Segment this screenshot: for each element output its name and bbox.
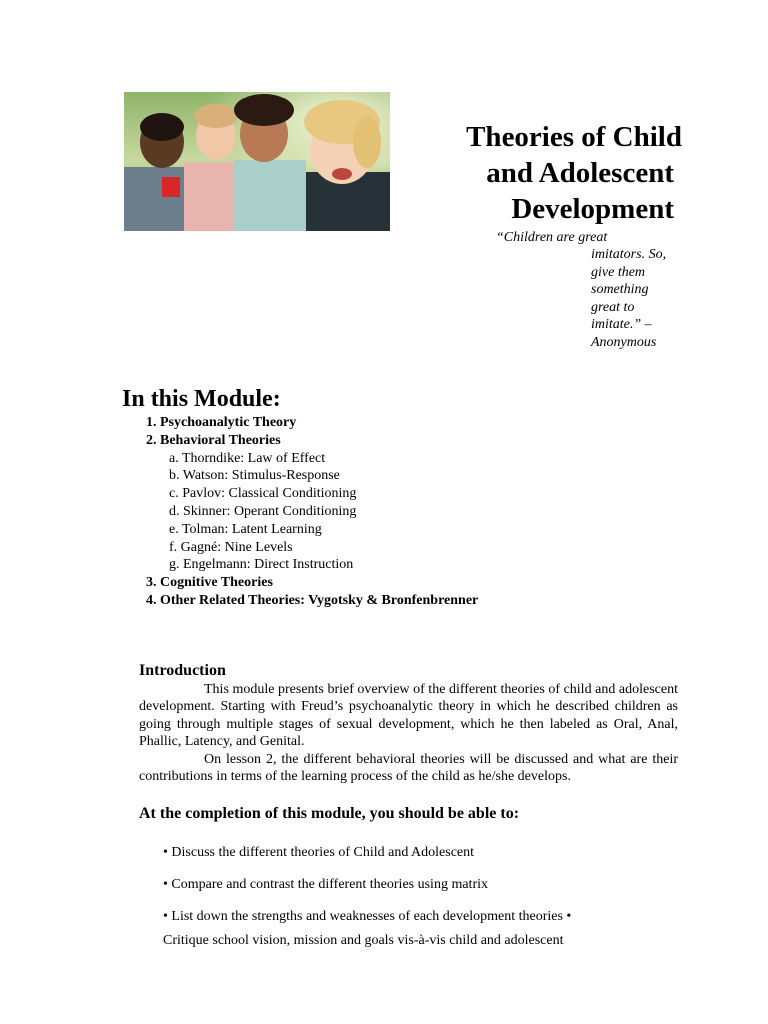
introduction-body <box>139 681 678 785</box>
quote-line: give them <box>591 264 646 280</box>
title-line-3: Development <box>511 193 674 225</box>
subtopic-item: e. Tolman: Latent Learning <box>169 521 322 537</box>
subtopic-item: g. Engelmann: Direct Instruction <box>169 557 354 573</box>
topic-item: 1. Psychoanalytic Theory <box>146 415 297 430</box>
subtopic-item: a. Thorndike: Law of Effect <box>169 450 326 466</box>
objective-item: • List down the strengths and weaknesses of each development theories • <box>163 909 572 924</box>
module-heading: In this Module: <box>122 386 281 412</box>
introduction-paragraph: This module presents brief overview of the different theories of child and adolescent development. Starting with Freud’s psychoanalytic theory in which he described children as going through multiple stages of sexual development, which he then labeled as Oral, Anal, Phallic, Latency, and Genital. <box>139 682 678 750</box>
title-line-2: and Adolescent <box>486 157 674 189</box>
objective-item: • Discuss the different theories of Child and Adolescent <box>163 845 475 860</box>
introduction-heading: Introduction <box>139 662 226 679</box>
document-title <box>430 119 684 227</box>
objectives-heading: At the completion of this module, you should be able to: <box>139 805 520 822</box>
module-topic-list <box>146 414 706 610</box>
topic-item: 3. Cognitive Theories <box>146 575 273 591</box>
quote-line-1: “Children are great <box>496 230 608 245</box>
children-photo <box>124 92 390 231</box>
topic-item: 4. Other Related Theories: Vygotsky & Bronfenbrenner <box>146 592 479 608</box>
quote-continuation <box>591 246 701 351</box>
subtopic-item: b. Watson: Stimulus-Response <box>169 468 340 484</box>
quote-line: imitators. So, <box>591 247 667 262</box>
objective-item: Critique school vision, mission and goals vis-à-vis child and adolescent <box>163 933 564 948</box>
title-line-1: Theories of Child <box>466 121 682 153</box>
quote-line: great to <box>591 299 635 315</box>
quote-line: imitate.” – <box>591 317 652 332</box>
quote-line: something <box>591 282 649 297</box>
subtopic-item: f. Gagné: Nine Levels <box>169 539 293 555</box>
subtopic-item: d. Skinner: Operant Conditioning <box>169 503 357 519</box>
subtopic-item: c. Pavlov: Classical Conditioning <box>169 486 357 502</box>
quote-line: Anonymous <box>591 334 657 350</box>
introduction-paragraph: On lesson 2, the different behavioral theories will be discussed and what are their contributions in terms of the learning process of the child as he/she develops. <box>139 751 678 785</box>
topic-item: 2. Behavioral Theories <box>146 432 281 448</box>
objective-item: • Compare and contrast the different theories using matrix <box>163 877 488 892</box>
